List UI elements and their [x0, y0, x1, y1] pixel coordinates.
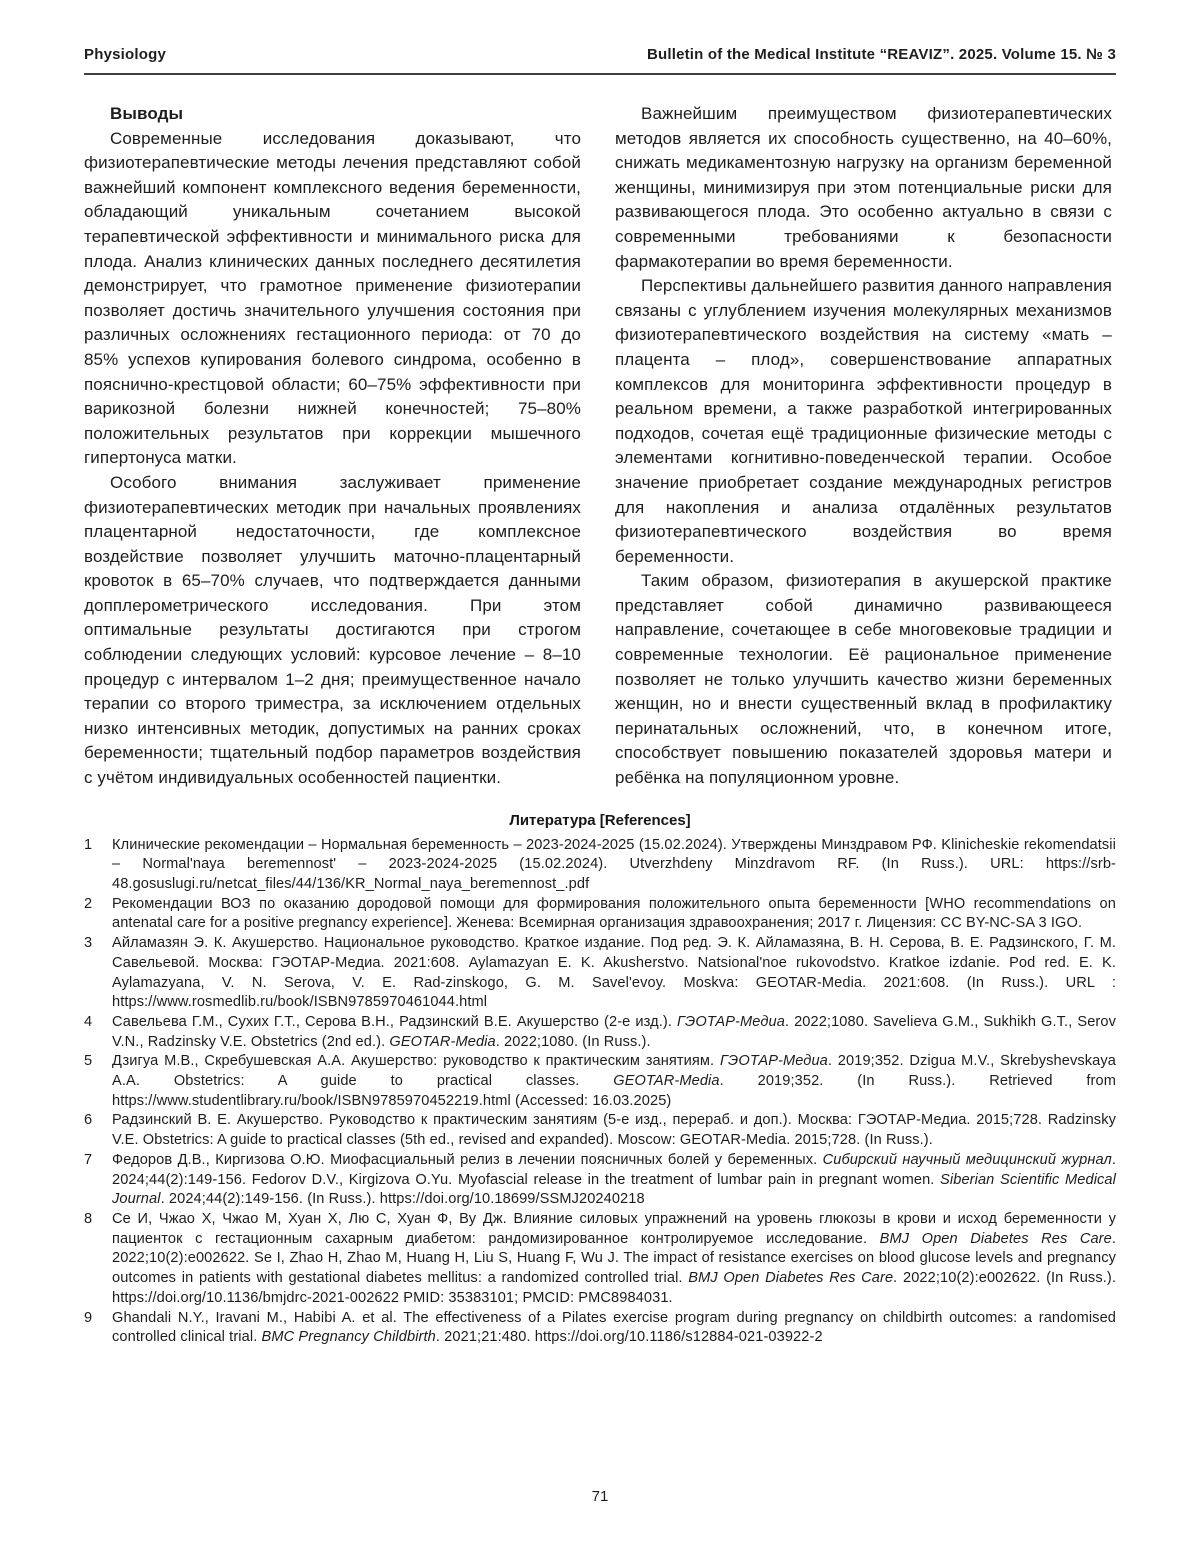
reference-text	[112, 1309, 1116, 1348]
reference-number: 6	[84, 1112, 93, 1129]
running-head	[84, 46, 1116, 63]
reference-journal-name: ГЭОТАР-Медиа	[719, 1053, 828, 1070]
reference-journal-name: Siberian Scientific Medical Journal	[112, 1171, 1116, 1208]
reference-item	[84, 1151, 1116, 1210]
reference-number: 3	[84, 935, 93, 952]
left-column	[84, 102, 581, 791]
reference-text-segment: . 2021;21:480. https://doi.org/10.1186/s12884-021-03922-2	[435, 1329, 823, 1346]
reference-journal-name: GEOTAR-Media	[389, 1033, 496, 1050]
reference-text	[112, 1151, 1116, 1210]
reference-text-segment: Ghandali N.Y., Iravani M., Habibi A. et al. The effectiveness of a Pilates exercise program during pregnancy on childbirth outcomes: a randomised controlled clinical trial.	[112, 1309, 1116, 1346]
reference-item	[84, 1013, 1116, 1052]
reference-number: 4	[84, 1013, 93, 1030]
running-head-journal: Bulletin of the Medical Institute “REAVIZ”. 2025. Volume 15. № 3	[646, 46, 1116, 63]
running-head-section: Physiology	[84, 46, 167, 63]
reference-text-segment: . 2022;1080. (In Russ.).	[495, 1033, 651, 1050]
reference-text-segment: Клинические рекомендации – Нормальная беременность – 2023-2024-2025 (15.02.2024). Утверждены Минздравом РФ. Klinicheskie rekomendatsii – Normal'naya beremennost' – 2023-2024-2025 (15.02.2024). Utverzhdeny Minzdravom RF. (In Russ.). URL: https://srb-48.gosuslugi.ru/netcat_files/44/136/KR_Normal_naya_beremennost_.pdf	[112, 836, 1116, 893]
reference-text-segment: Се И, Чжао Х, Чжао М, Хуан Х, Лю С, Хуан Ф, Ву Дж. Влияние силовых упражнений на уровень глюкозы в крови и исход беременности у пациенток с гестационным сахарным диабетом: рандомизированное контролируемое исследование.	[112, 1210, 1116, 1247]
body-paragraph: Важнейшим преимуществом физиотерапевтических методов является их способность существенно, на 40–60%, снижать медикаментозную нагрузку на организм беременной женщины, минимизируя при этом потенциальные риски для развивающегося плода. Это особенно актуально в связи с современными требованиями к безопасности фармакотерапии во время беременности.	[615, 104, 1112, 271]
reference-item	[84, 836, 1116, 895]
body-paragraph: Особого внимания заслуживает применение физиотерапевтических методик при начальных проявлениях плацентарной недостаточности, где комплексное воздействие позволяет улучшить маточно-плацентарный кровоток в 65–70% случаев, что подтверждается данными допплерометрического исследования. При этом оптимальные результаты достигаются при строгом соблюдении следующих условий: курсовое лечение – 8–10 процедур с интервалом 1–2 дня; преимущественное начало терапии со второго триместра, за исключением отдельных низко интенсивных методик, допустимых на ранних сроках беременности; тщательный подбор параметров воздействия с учётом индивидуальных особенностей пациентки.	[84, 472, 581, 788]
reference-text	[112, 1052, 1116, 1111]
reference-text	[112, 934, 1116, 1013]
reference-number: 9	[84, 1309, 93, 1326]
reference-number: 5	[84, 1053, 93, 1070]
reference-text-segment: Федоров Д.В., Киргизова О.Ю. Миофасциальный релиз в лечении поясничных болей у беременных.	[112, 1151, 823, 1168]
reference-text-segment: . 2019;352. (In Russ.). Retrieved from https://www.studentlibrary.ru/book/ISBN9785970452219.html (Accessed: 16.03.2025)	[112, 1073, 1116, 1109]
reference-text-segment: Дзигуа М.В., Скребушевская А.А. Акушерство: руководство к практическим занятиям.	[112, 1053, 720, 1070]
reference-text	[112, 1210, 1116, 1309]
body-paragraph: Таким образом, физиотерапия в акушерской практике представляет собой динамично развивающееся направление, сочетающее в себе многовековые традиции и современные технологии. Её рациональное применение позволяет не только улучшить качество жизни беременных женщин, но и внести существенный вклад в профилактику перинатальных осложнений, что, в конечном итоге, способствует повышению показателей здоровья матери и ребёнка на популяционном уровне.	[615, 571, 1112, 788]
body-paragraph: Современные исследования доказывают, что физиотерапевтические методы лечения представляют собой важнейший компонент комплексного ведения беременности, обладающий уникальным сочетанием высокой терапевтической эффективности и минимального риска для плода. Анализ клинических данных последнего десятилетия демонстрирует, что грамотное применение физиотерапии позволяет достичь значительного улучшения состояния при различных осложнениях гестационного периода: от 70 до 85% успехов купирования болевого синдрома, особенно в пояснично-крестцовой области; 60–75% эффективности при варикозной болезни нижней конечностей; 75–80% положительных результатов при коррекции мышечного гипертонуса матки.	[84, 128, 581, 468]
reference-text-segment: Радзинский В. Е. Акушерство. Руководство к практическим занятиям (5-е изд., перераб. и доп.). Москва: ГЭОТАР-Медиа. 2015;728. Radzinsky V.E. Obstetrics: A guide to practical classes (5th ed., revised and expanded). Moscow: GEOTAR-Media. 2015;728. (In Russ.).	[112, 1112, 1116, 1149]
reference-text-segment: . 2022;10(2):e002622. Se I, Zhao H, Zhao M, Huang H, Liu S, Huang F, Wu J. The impact of resistance exercises on blood glucose levels and pregnancy outcomes in patients with gestational diabetes mellitus: a randomized controlled trial.	[112, 1230, 1117, 1287]
left-column-paragraphs	[84, 127, 581, 791]
reference-number: 2	[84, 895, 93, 912]
reference-number: 7	[84, 1151, 93, 1168]
reference-item	[84, 1210, 1116, 1309]
reference-item	[84, 1111, 1116, 1150]
references-section	[84, 812, 1116, 1348]
reference-item	[84, 1052, 1116, 1111]
reference-text-segment: . 2024;44(2):149-156. (In Russ.). https://doi.org/10.18699/SSMJ20240218	[160, 1191, 645, 1208]
reference-journal-name: GEOTAR-Media	[613, 1073, 720, 1090]
reference-item	[84, 934, 1116, 1013]
reference-text-segment: Айламазян Э. К. Акушерство. Национальное руководство. Краткое издание. Под ред. Э. К. Айламазяна, В. Н. Серова, В. Е. Радзинского, Г. М. Савельевой. Москва: ГЭОТАР-Медиа. 2021:608. Aylamazyan E. K. Akusherstvo. Natsional'noe rukovodstvo. Kratkoe izdanie. Pod red. E. K. Aylamazyana, V. N. Serova, V. E. Rad-zinskogo, G. M. Savel'evoy. Moskva: GEOTAR-Media. 2021:608. (In Russ.). URL : https://www.rosmedlib.ru/book/ISBN9785970461044.html	[112, 935, 1116, 1011]
conclusions-heading: Выводы	[110, 104, 184, 123]
reference-text-segment: . 2024;44(2):149-156. Fedorov D.V., Kirgizova O.Yu. Myofascial release in the treatment of lumbar pain in pregnant women.	[112, 1151, 1116, 1188]
reference-text-segment: Савельева Г.М., Сухих Г.Т., Серова В.Н., Радзинский В.Е. Акушерство (2-е изд.).	[112, 1013, 677, 1030]
reference-item	[84, 1309, 1116, 1348]
article-body	[84, 102, 1116, 791]
reference-journal-name: BMJ Open Diabetes Res Care	[879, 1230, 1112, 1247]
right-column-paragraphs	[615, 102, 1112, 791]
reference-text	[112, 895, 1116, 934]
page-number: 71	[591, 1488, 609, 1505]
reference-item	[84, 895, 1116, 934]
reference-text-segment: . 2019;352. Dzigua M.V., Skrebyshevskaya A.A. Obstetrics: A guide to practical classes.	[112, 1053, 1116, 1090]
reference-text	[112, 836, 1116, 895]
reference-text-segment: . 2022;1080. Savelieva G.M., Sukhikh G.T., Serov V.N., Radzinsky V.E. Obstetrics (2nd ed.).	[112, 1013, 1116, 1050]
body-paragraph: Перспективы дальнейшего развития данного направления связаны с углублением изучения молекулярных механизмов физиотерапевтического воздействия на систему «мать – плацента – плод», совершенствование аппаратных комплексов для мониторинга эффективности процедур в реальном времени, а также разработкой интегрированных подходов, сочетая ещё традиционные физические методы с элементами когнитивно-поведенческой терапии. Особое значение приобретает создание международных регистров для накопления и анализа отдалённых результатов физиотерапевтического воздействия во время беременности.	[615, 276, 1112, 566]
reference-text	[112, 1111, 1116, 1150]
reference-number: 1	[84, 836, 93, 853]
reference-journal-name: ГЭОТАР-Медиа	[676, 1013, 785, 1030]
header-divider	[84, 73, 1116, 75]
reference-text-segment: Рекомендации ВОЗ по оказанию дородовой помощи для формирования положительного опыта беременности [WHO recommendations on antenatal care for a positive pregnancy experience]. Женева: Всемирная организация здравоохранения; 2017 г. Лицензия: CC BY-NC-SA 3 IGO.	[112, 895, 1116, 932]
references-heading: Литература [References]	[509, 811, 691, 829]
references-list	[84, 836, 1116, 1348]
reference-journal-name: BMJ Open Diabetes Res Care	[688, 1270, 894, 1287]
reference-journal-name: BMC Pregnancy Childbirth	[261, 1329, 436, 1346]
reference-text-segment: . 2022;10(2):e002622. (In Russ.). https://doi.org/10.1136/bmjdrc-2021-002622 PMID: 35383101; PMCID: PMC8984031.	[112, 1270, 1116, 1306]
reference-journal-name: Сибирский научный медицинский журнал	[822, 1151, 1112, 1168]
reference-number: 8	[84, 1210, 93, 1227]
reference-text	[112, 1013, 1116, 1052]
right-column	[615, 102, 1112, 791]
